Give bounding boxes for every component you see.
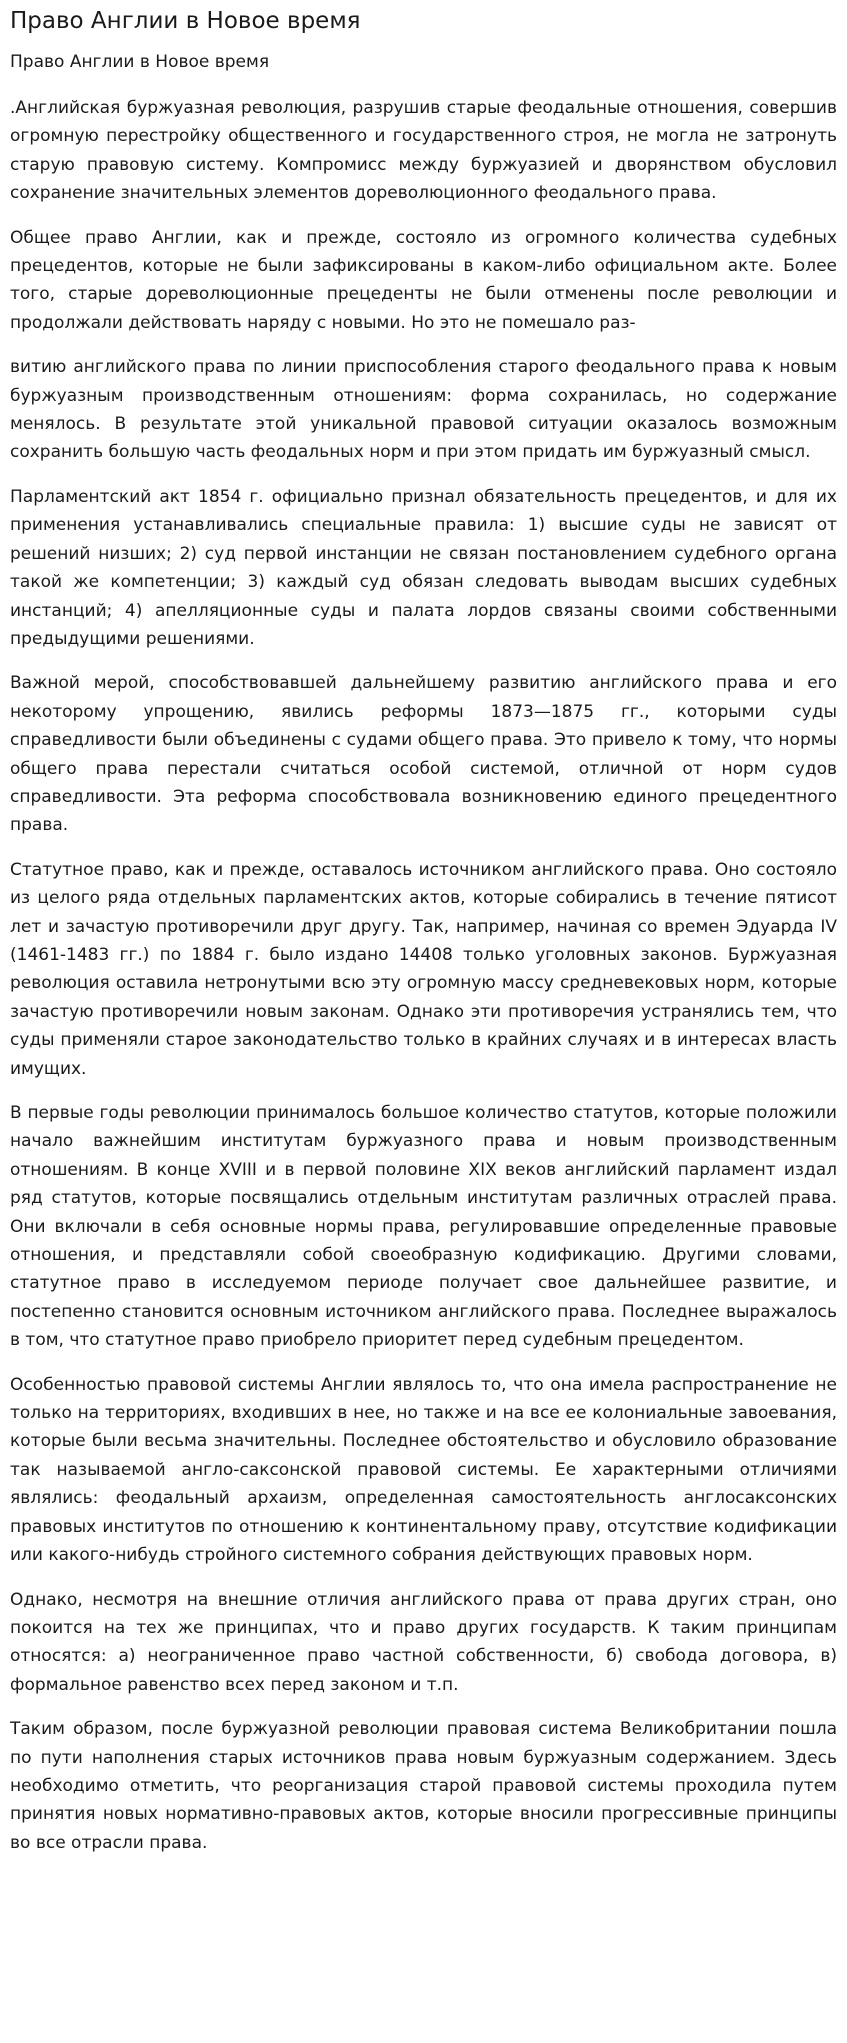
paragraph-10: Таким образом, после буржуазной революции правовая система Великобритании пошла по пути наполнения старых источников права новым буржуазным содержанием. Здесь необходимо отметить, что реорганизация старой правовой системы проходила путем принятия новых нормативно-правовых актов, которые вносили прогрессивные принципы во все отрасли права. bbox=[10, 1719, 837, 1853]
paragraph-3: витию английского права по линии приспособления старого феодального права к новым буржуазным производственным отношениям: форма сохранилась, но содержание менялось. В результате этой уникальной правовой ситуации оказалось возможным сохранить большую часть феодальных норм и при этом придать им буржуазный смысл. bbox=[10, 357, 837, 463]
paragraph-9: Однако, несмотря на внешние отличия английского права от права других стран, оно покоится на тех же принципах, что и право других государств. К таким принципам относятся: а) неограниченное право частной собственности, б) свобода договора, в) формальное равенство всех перед законом и т.п. bbox=[10, 1589, 837, 1695]
paragraph-2: Общее право Англии, как и прежде, состояло из огромного количества судебных прецедентов, которые не были зафиксированы в каком-либо официальном акте. Более того, старые дореволюционные прецеденты не были отменены после революции и продолжали действовать наряду с новыми. Но это не помешало раз- bbox=[10, 227, 837, 333]
page-title: Право Англии в Новое время bbox=[10, 8, 361, 34]
paragraph-5: Важной мерой, способствовавшей дальнейшему развитию английского права и его некоторому упрощению, явились реформы 1873—1875 гг., которыми суды справедливости были объединены с судами общего права. Это привело к тому, что нормы общего права перестали считаться особой системой, отличной от норм судов справедливости. Эта реформа способствовала возникновению единого прецедентного права. bbox=[10, 673, 837, 836]
paragraph-6: Статутное право, как и прежде, оставалось источником английского права. Оно состояло из целого ряда отдельных парламентских актов, которые собирались в течение пятисот лет и зачастую противоречили друг другу. Так, например, начиная со времен Эдуарда IV (1461-1483 гг.) по 1884 г. было издано 14408 только уголовных законов. Буржуазная революция оставила нетронутыми всю эту огромную массу средневековых норм, которые зачастую противоречили новым законам. Однако эти противоречия устранялись тем, что суды применяли старое законодательство только в крайних случаях и в интересах власть имущих. bbox=[10, 859, 837, 1079]
document-subtitle: Право Англии в Новое время bbox=[10, 52, 270, 72]
paragraph-8: Особенностью правовой системы Англии являлось то, что она имела распространение не только на территориях, входивших в нее, но также и на все ее колониальные завоевания, которые были весьма значительны. Последнее обстоятельство и обусловило образование так называемой англо-саксонской правовой системы. Ее характерными отличиями являлись: феодальный архаизм, определенная самостоятельность англосаксонских правовых институтов по отношению к континентальному праву, отсутствие кодификации или какого-нибудь стройного системного собрания действующих правовых норм. bbox=[10, 1374, 837, 1566]
paragraph-1: .Английская буржуазная революция, разрушив старые феодальные отношения, совершив огромную перестройку общественного и государственного строя, не могла не затронуть старую правовую систему. Компромисс между буржуазией и дворянством обусловил сохранение значительных элементов дореволюционного феодального права. bbox=[10, 98, 837, 204]
paragraph-4: Парламентский акт 1854 г. официально признал обязательность прецедентов, и для их применения устанавливались специальные правила: 1) высшие суды не зависят от решений низших; 2) суд первой инстанции не связан постановлением судебного органа такой же компетенции; 3) каждый суд обязан следовать выводам высших судебных инстанций; 4) апелляционные суды и палата лордов связаны своими собственными предыдущими решениями. bbox=[10, 486, 837, 649]
paragraph-7: В первые годы революции принималось большое количество статутов, которые положили начало важнейшим институтам буржуазного права и новым производственным отношениям. В конце XVIII и в первой половине XIX веков английский парламент издал ряд статутов, которые посвящались отдельным институтам различных отраслей права. Они включали в себя основные нормы права, регулировавшие определенные правовые отношения, и представляли собой своеобразную кодификацию. Другими словами, статутное право в исследуемом периоде получает свое дальнейшее развитие, и постепенно становится основным источником английского права. Последнее выражалось в том, что статутное право приобрело приоритет перед судебным прецедентом. bbox=[10, 1103, 837, 1351]
